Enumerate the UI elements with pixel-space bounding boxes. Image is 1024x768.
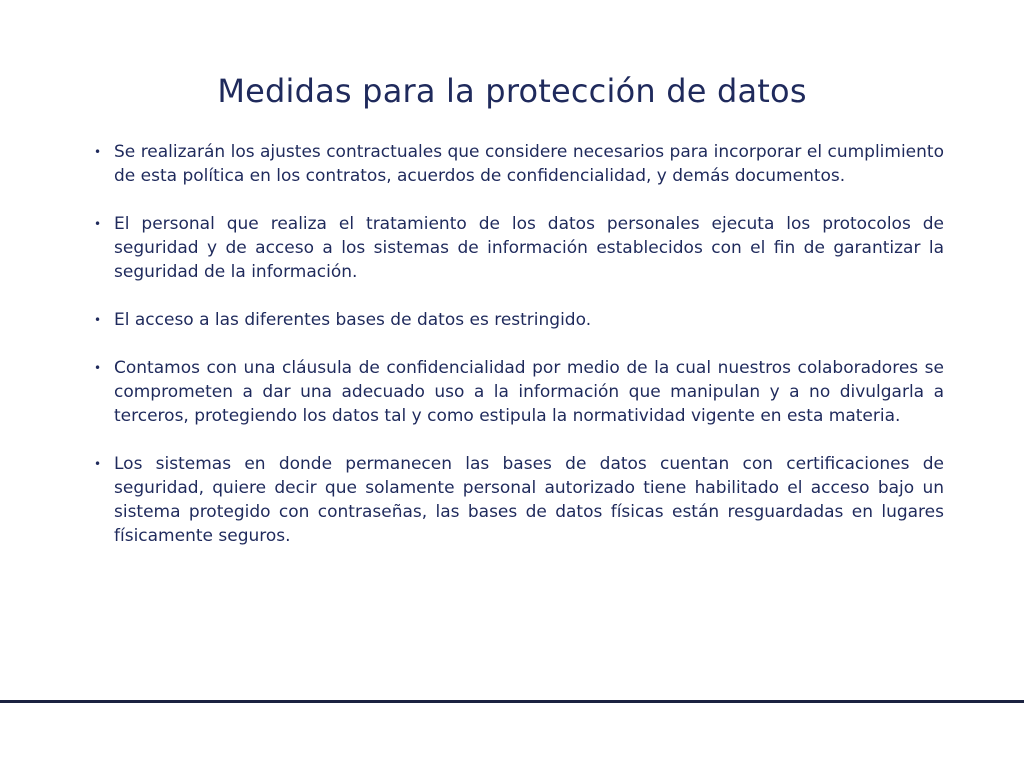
bullet-item <box>92 452 944 548</box>
bottom-divider <box>0 700 1024 703</box>
bullet-text: Contamos con una cláusula de confidencialidad por medio de la cual nuestros colaboradores se comprometen a dar una adecuado uso a la información que manipulan y a no divulgarla a terceros, protegiendo los datos tal y como estipula la normatividad vigente en esta materia. <box>114 358 944 426</box>
bullet-dot-icon: • <box>94 145 102 159</box>
bullet-text: Los sistemas en donde permanecen las bases de datos cuentan con certificaciones de seguridad, quiere decir que solamente personal autorizado tiene habilitado el acceso bajo un sistema protegido con contraseñas, las bases de datos físicas están resguardadas en lugares físicamente seguros. <box>114 454 944 546</box>
bullet-text: El acceso a las diferentes bases de datos es restringido. <box>114 310 592 330</box>
bullet-dot-icon: • <box>94 361 102 375</box>
bullet-dot-icon: • <box>94 457 102 471</box>
bullet-item <box>92 308 944 332</box>
bullet-text: Se realizarán los ajustes contractuales que considere necesarios para incorporar el cumplimiento de esta política en los contratos, acuerdos de confidencialidad, y demás documentos. <box>114 142 944 186</box>
bullet-item <box>92 356 944 428</box>
slide-title: Medidas para la protección de datos <box>217 72 807 110</box>
bullet-dot-icon: • <box>94 313 102 327</box>
bullet-item <box>92 140 944 188</box>
bullet-dot-icon: • <box>94 217 102 231</box>
bullet-item <box>92 212 944 284</box>
bullet-text: El personal que realiza el tratamiento de los datos personales ejecuta los protocolos de seguridad y de acceso a los sistemas de información establecidos con el fin de garantizar la seguridad de la información. <box>114 214 944 282</box>
bullet-list <box>92 140 944 572</box>
